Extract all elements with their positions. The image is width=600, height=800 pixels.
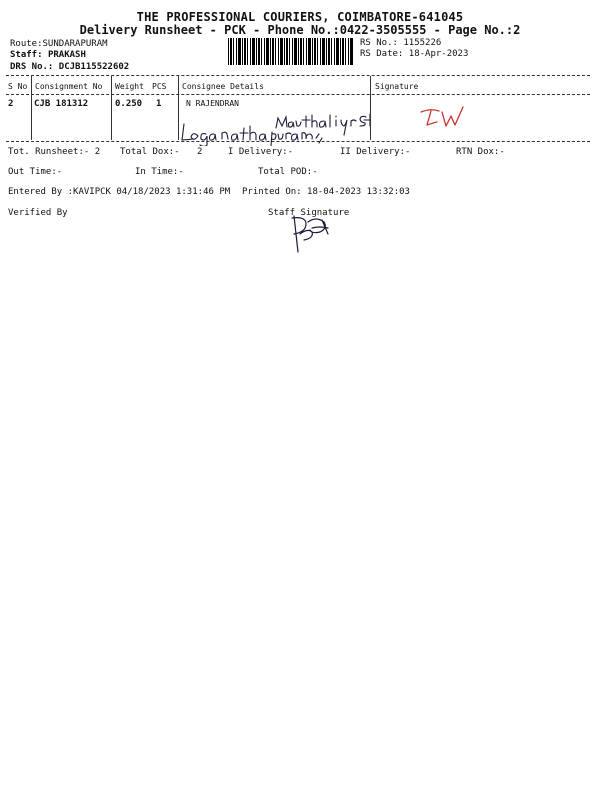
col-header-signature: Signature: [375, 82, 419, 91]
company-title: THE PROFESSIONAL COURIERS, COIMBATORE-641045: [136, 10, 464, 24]
rs-date-label: RS Date:: [360, 49, 404, 59]
rs-no-field: [360, 38, 441, 48]
staff-value: PRAKASH: [47, 50, 86, 60]
total-dox-label: Total Dox:-: [120, 147, 180, 157]
staff-label: Staff:: [10, 50, 43, 60]
recipient-signature-mark: [418, 104, 468, 132]
row-weight: 0.250: [115, 99, 143, 109]
col-header-pcs: PCS: [152, 82, 167, 91]
rs-date-value: 18-Apr-2023: [408, 49, 469, 59]
row-consignment-no: CJB 181312: [34, 99, 89, 109]
staff-signature-label: Staff Signature: [268, 208, 350, 218]
staff-signature: [282, 210, 338, 256]
rs-date-field: [360, 49, 468, 59]
rs-no-value: 1155226: [403, 38, 442, 48]
handwritten-address: [178, 112, 370, 146]
col-header-weight: Weight: [115, 82, 144, 91]
col-header-sno: S No: [8, 82, 28, 91]
out-time: Out Time:-: [8, 167, 63, 177]
drs-label: DRS No.:: [10, 62, 54, 72]
row-sno: 2: [8, 99, 14, 109]
total-dox-value: 2: [197, 147, 203, 157]
table-top-rule: [6, 75, 590, 76]
drs-value: DCJB115522602: [58, 62, 130, 72]
printed-on: Printed On: 18-04-2023 13:32:03: [242, 187, 410, 197]
column-divider: [111, 76, 112, 140]
rtn-dox: RTN Dox:-: [456, 147, 505, 157]
route-field: [10, 39, 108, 49]
drs-field: [10, 62, 129, 72]
entered-by: Entered By :KAVIPCK 04/18/2023 1:31:46 PM: [8, 187, 231, 197]
column-divider: [370, 76, 371, 140]
tot-runsheet: Tot. Runsheet:- 2: [8, 147, 101, 157]
runsheet-title: Delivery Runsheet - PCK - Phone No.:0422-3505555 - Page No.:2: [79, 23, 521, 37]
verified-by: Verified By: [8, 208, 68, 218]
col-header-consignment: Consignment No: [35, 82, 103, 91]
in-time: In Time:-: [135, 167, 184, 177]
i-delivery: I Delivery:-: [228, 147, 294, 157]
staff-field: [10, 50, 86, 60]
route-value: SUNDARAPURAM: [42, 39, 108, 49]
col-header-consignee: Consignee Details: [182, 82, 264, 91]
barcode: [228, 38, 354, 65]
ii-delivery: II Delivery:-: [340, 147, 411, 157]
column-divider: [31, 76, 32, 140]
row-pcs: 1: [156, 99, 162, 109]
total-pod: Total POD:-: [258, 167, 318, 177]
rs-no-label: RS No.:: [360, 38, 398, 48]
table-header-rule: [6, 94, 590, 95]
route-label: Route:: [10, 39, 43, 49]
row-consignee: N RAJENDRAN: [186, 99, 239, 108]
